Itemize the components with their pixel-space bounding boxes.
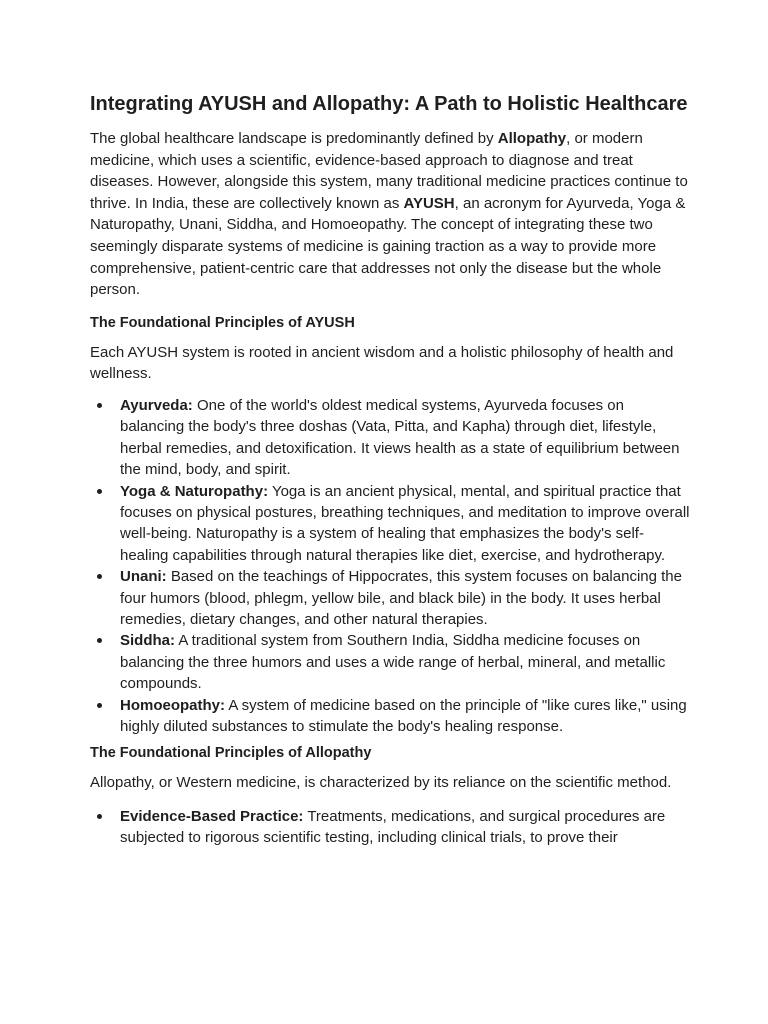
list-item-label: Unani: bbox=[120, 568, 167, 586]
list-item-label: Yoga & Naturopathy: bbox=[120, 482, 269, 500]
list-item-label: Siddha: bbox=[120, 632, 175, 650]
intro-bold-allopathy: Allopathy bbox=[497, 130, 567, 147]
list-item-text: One of the world's oldest medical systems, Ayurveda focuses on balancing the body's three doshas (Vata, Pitta, and Kapha) through diet, lifestyle, herbal remedies, and detoxification. It views health as a state of equilibrium between the mind, body, and spirit. bbox=[120, 396, 680, 479]
list-item-yoga-naturopathy bbox=[90, 481, 690, 567]
list-item-text: A system of medicine based on the principle of "like cures like," using highly diluted substances to stimulate the body's healing response. bbox=[120, 696, 687, 736]
list-item-label: Ayurveda: bbox=[120, 396, 193, 414]
article-title: Integrating AYUSH and Allopathy: A Path to Holistic Healthcare bbox=[90, 93, 688, 115]
list-item-label: Homoeopathy: bbox=[120, 696, 225, 714]
ayush-systems-list bbox=[90, 395, 690, 738]
list-item-siddha bbox=[90, 630, 690, 694]
intro-text-3: , an acronym for Ayurveda, Yoga & Naturopathy, Unani, Siddha, and Homoeopathy. The concept of integrating these two seemingly disparate systems of medicine is gaining traction as a way to provide more comprehensive, patient-centric care that addresses not only the disease but the whole person. bbox=[90, 194, 686, 299]
bullet-icon bbox=[97, 814, 102, 819]
list-item-label: Evidence-Based Practice: bbox=[120, 808, 304, 826]
intro-text-1: The global healthcare landscape is predominantly defined by bbox=[90, 130, 498, 147]
list-item-text: Based on the teachings of Hippocrates, this system focuses on balancing the four humors (blood, phlegm, yellow bile, and black bile) in the body. It uses herbal remedies, dietary changes, and other natural therapies. bbox=[120, 568, 682, 628]
bullet-icon bbox=[97, 574, 102, 579]
allopathy-section-lead: Allopathy, or Western medicine, is characterized by its reliance on the scientific method. bbox=[90, 774, 672, 792]
intro-bold-ayush: AYUSH bbox=[403, 194, 455, 212]
bullet-icon bbox=[97, 489, 102, 494]
ayush-section-heading: The Foundational Principles of AYUSH bbox=[90, 314, 355, 331]
bullet-icon bbox=[97, 638, 102, 643]
article-body bbox=[90, 90, 690, 849]
intro-text-2: , or modern medicine, which uses a scientific, evidence-based approach to diagnose and treat diseases. However, alongside this system, many traditional medicine practices continue to thrive. In India, these are collectively known as bbox=[90, 130, 688, 212]
list-item-evidence-based-practice bbox=[90, 806, 690, 849]
list-item-ayurveda bbox=[90, 395, 690, 481]
list-item-text: Treatments, medications, and surgical procedures are subjected to rigorous scientific testing, including clinical trials, to prove their bbox=[120, 808, 666, 847]
list-item-unani bbox=[90, 566, 690, 630]
allopathy-section-heading: The Foundational Principles of Allopathy bbox=[90, 745, 372, 762]
bullet-icon bbox=[97, 403, 102, 408]
list-item-text: Yoga is an ancient physical, mental, and spiritual practice that focuses on physical postures, breathing techniques, and meditation to improve overall well-being. Naturopathy is a system of healing that emphasizes the body's self-healing capabilities through natural therapies like diet, exercise, and hydrotherapy. bbox=[120, 482, 690, 564]
list-item-text: A traditional system from Southern India, Siddha medicine focuses on balancing the three humors and uses a wide range of herbal, mineral, and metallic compounds. bbox=[120, 632, 666, 693]
intro-paragraph bbox=[90, 128, 690, 301]
allopathy-principles-list bbox=[90, 806, 690, 849]
bullet-icon bbox=[97, 703, 102, 708]
ayush-section-lead: Each AYUSH system is rooted in ancient wisdom and a holistic philosophy of health and wellness. bbox=[90, 343, 674, 383]
list-item-homoeopathy bbox=[90, 695, 690, 738]
